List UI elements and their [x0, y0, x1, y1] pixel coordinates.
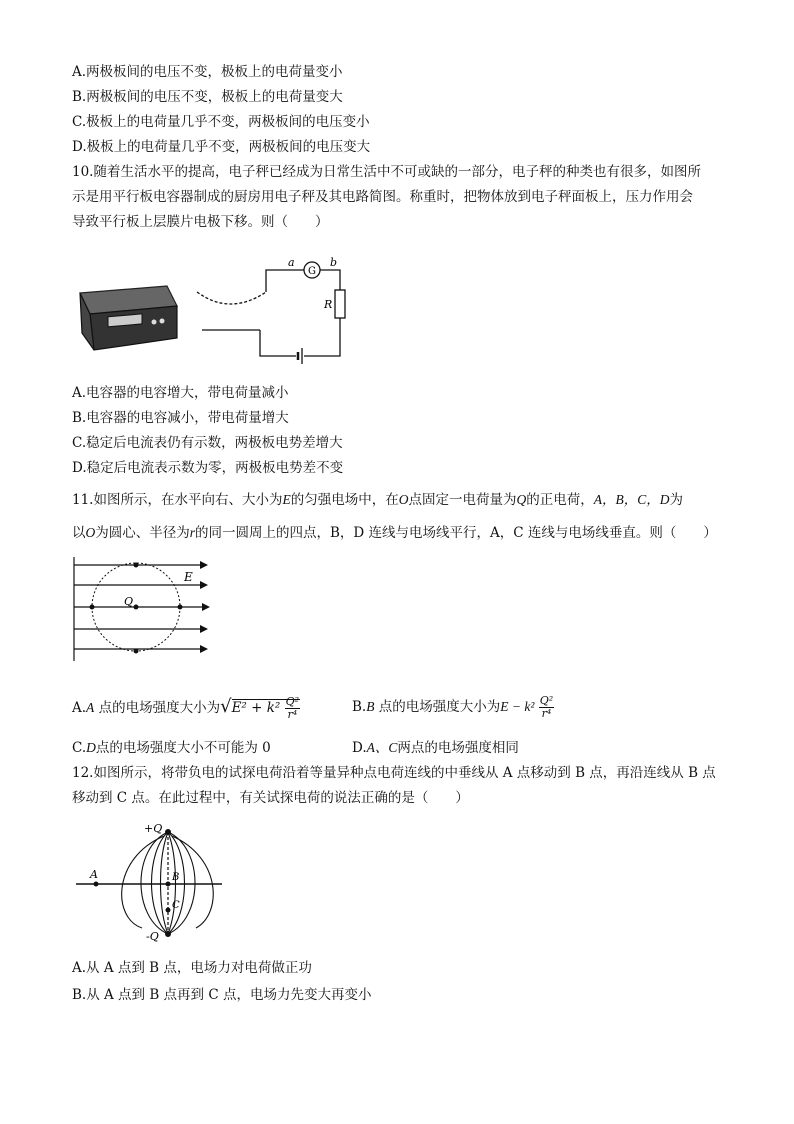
galvanometer-label: G [308, 266, 316, 277]
q11-option-a: A.A 点的电场强度大小为√E² + k² $\frac{\text{Q²}}{\text{r⁴}}$ [72, 695, 300, 721]
positive-charge-label: +Q [144, 822, 163, 835]
q11-stem-line-1: 11.如图所示，在水平向右、大小为E的匀强电场中，在O点固定一电荷量为Q的正电荷，A，B，C，D为 [72, 492, 683, 508]
point-a-label: a [288, 256, 295, 269]
q11-figure [72, 555, 222, 665]
q10-option-d: D.稳定后电流表示数为零，两极板电势差不变 [72, 460, 344, 476]
q9-option-a: A.两极板间的电压不变，极板上的电荷量变小 [72, 64, 343, 80]
q10-option-b: B.电容器的电容减小，带电荷量增大 [72, 410, 289, 426]
q11-stem-line-2: 以O为圆心、半径为r的同一圆周上的四点，B，D 连线与电场线平行，A，C 连线与电场线垂直。则（ ） [72, 525, 717, 541]
q11-option-b: B.B 点的电场强度大小为E − k² $\frac{\text{Q²}}{\text{r⁴}}$ [352, 694, 554, 720]
q12-stem-line-1: 12.如图所示，将带负电的试探电荷沿着等量异种点电荷连线的中垂线从 A 点移动到 B 点，再沿连线从 B 点 [72, 765, 716, 781]
point-a-label: A [90, 868, 98, 881]
q9-option-b: B.两极板间的电压不变，极板上的电荷量变大 [72, 89, 343, 105]
q10-stem-line-2: 示是用平行板电容器制成的厨房用电子秤及其电路简图。称重时，把物体放到电子秤面板上，压力作用会 [72, 189, 693, 205]
kitchen-scale-image [80, 286, 177, 350]
q10-option-a: A.电容器的电容增大，带电荷量减小 [72, 385, 289, 401]
q11-option-d: D.A、C两点的电场强度相同 [352, 740, 519, 756]
negative-charge-label: -Q [146, 930, 159, 943]
q12-option-b: B.从 A 点到 B 点再到 C 点，电场力先变大再变小 [72, 987, 372, 1003]
point-b-label: B [172, 872, 180, 883]
resistor-icon [335, 290, 345, 318]
q12-option-a: A.从 A 点到 B 点，电场力对电荷做正功 [72, 960, 312, 976]
charge-q-label: Q [124, 595, 134, 608]
q9-option-d: D.极板上的电荷量几乎不变，两极板间的电压变大 [72, 139, 371, 155]
q9-option-c: C.极板上的电荷量几乎不变，两极板间的电压变小 [72, 114, 370, 130]
q10-stem-line-1: 10.随着生活水平的提高，电子秤已经成为日常生活中不可或缺的一部分，电子秤的种类也有很多，如图所 [72, 164, 701, 180]
q10-option-c: C.稳定后电流表仍有示数，两极板电势差增大 [72, 435, 343, 451]
q10-stem-line-3: 导致平行板上层膜片电极下移。则（ ） [72, 214, 329, 230]
q12-stem-line-2: 移动到 C 点。在此过程中，有关试探电荷的说法正确的是（ ） [72, 790, 469, 806]
field-e-label: E [184, 570, 193, 584]
q11-option-c: C.D点的电场强度大小不可能为 0 [72, 740, 271, 756]
point-b-label: b [330, 256, 338, 269]
point-c-label: C [172, 900, 180, 911]
resistor-label: R [324, 298, 333, 311]
q12-figure [72, 818, 222, 943]
q10-figure [72, 248, 362, 373]
